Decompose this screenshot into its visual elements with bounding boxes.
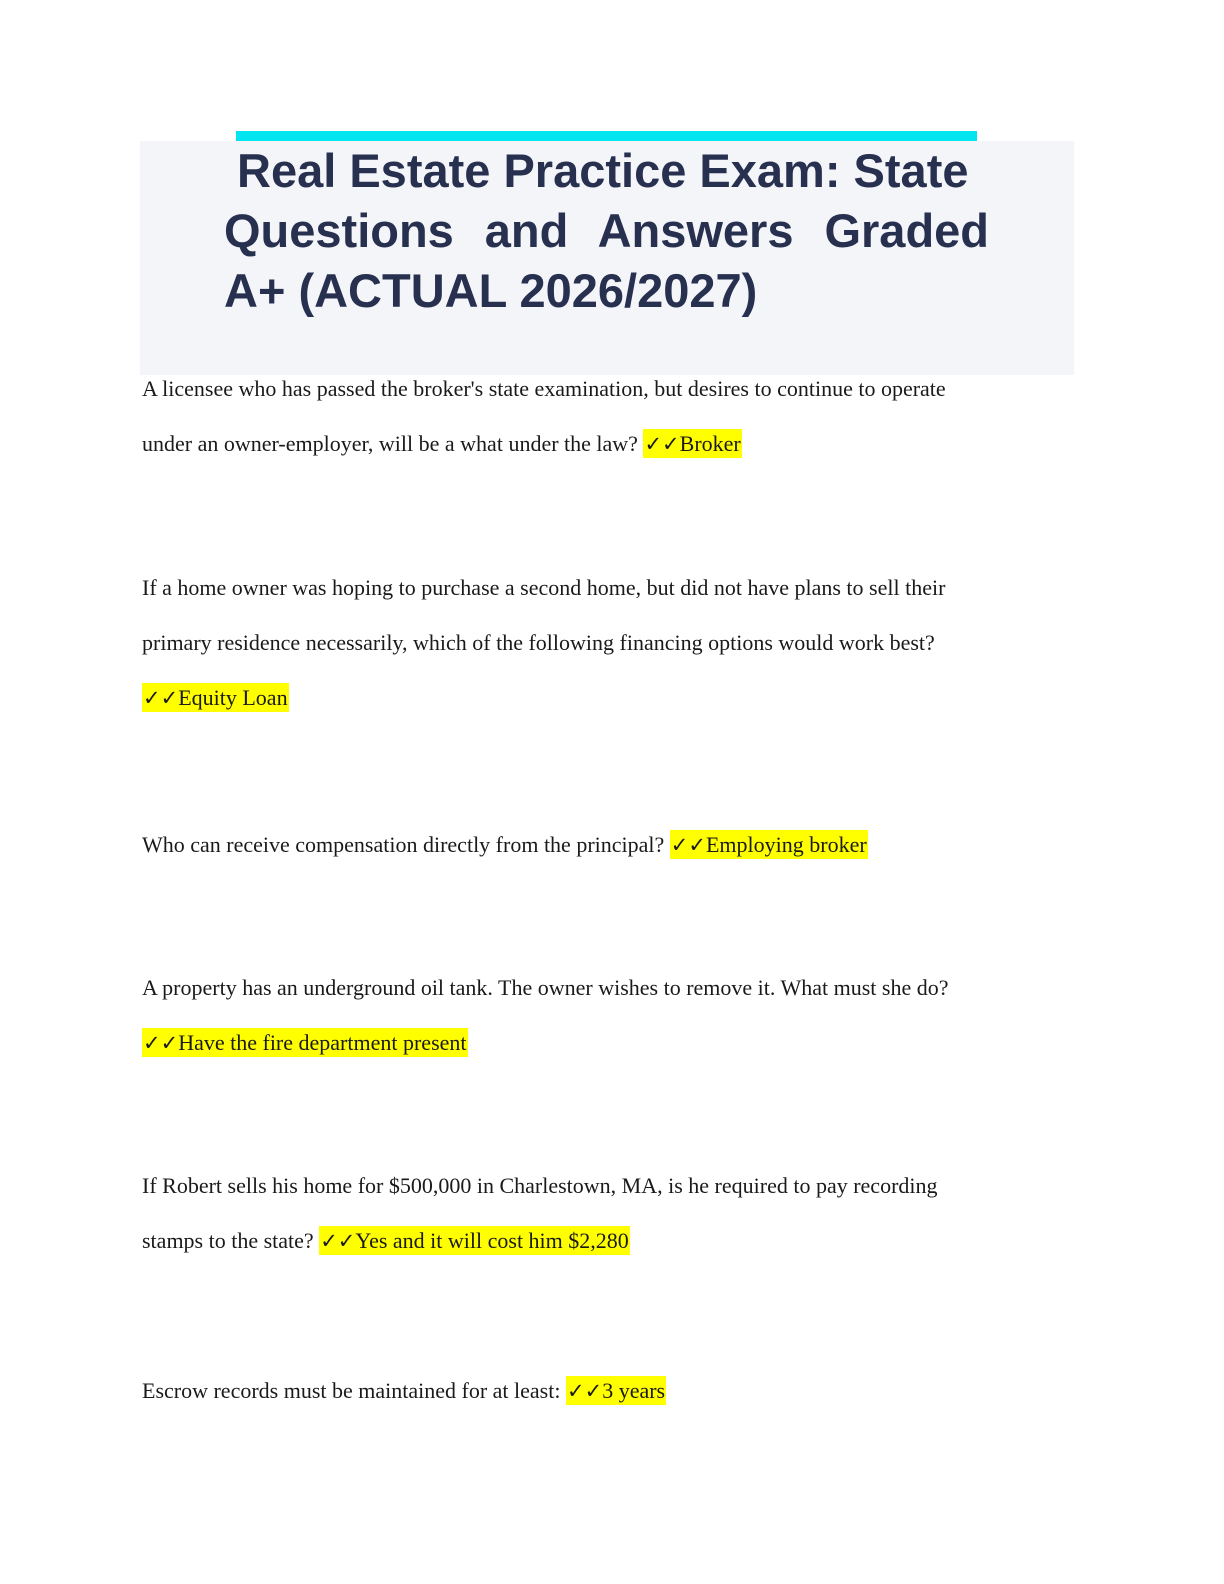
question-answer-line [142,1213,1042,1269]
answer-text: Equity Loan [178,685,288,710]
answer-highlight [643,429,741,458]
qa-item-1 [142,361,1042,472]
question-text: If Robert sells his home for $500,000 in Charlestown, MA, is he required to pay recording [142,1173,938,1198]
question-text: Who can receive compensation directly from the principal? [142,832,670,857]
title-line-3: A+ (ACTUAL 2026/2027) [224,264,758,317]
double-check-icon: ✓✓ [320,1229,356,1253]
double-check-icon: ✓✓ [670,833,706,857]
title-line-2: Questions and Answers Graded [224,204,989,257]
question-text: If a home owner was hoping to purchase a second home, but did not have plans to sell their [142,575,946,600]
answer-line [142,670,1042,726]
answer-highlight [566,1376,666,1405]
question-text: primary residence necessarily, which of the following financing options would work best? [142,630,935,655]
qa-item-6 [142,1363,1042,1419]
answer-highlight [142,1028,468,1057]
title-accent-bar [236,131,977,141]
qa-item-4 [142,960,1042,1071]
qa-item-3 [142,817,1042,873]
question-answer-line [142,416,1042,472]
answer-text: 3 years [602,1378,666,1403]
answer-text: Have the fire department present [178,1030,467,1055]
answer-text: Yes and it will cost him $2,280 [355,1228,629,1253]
question-text: A licensee who has passed the broker's state examination, but desires to continue to operate [142,376,946,401]
question-text: under an owner-employer, will be a what under the law? [142,431,644,456]
double-check-icon: ✓✓ [566,1379,603,1403]
answer-highlight [670,830,868,859]
question-text: stamps to the state? [142,1228,320,1253]
answer-highlight [319,1226,630,1255]
double-check-icon: ✓✓ [143,686,179,710]
answer-line [142,1015,1042,1071]
question-answer-line [142,817,1042,873]
answer-highlight [142,683,289,712]
double-check-icon: ✓✓ [143,1031,179,1055]
document-title [224,141,989,321]
title-line-1: Real Estate Practice Exam: State [237,144,969,197]
question-text: A property has an underground oil tank. The owner wishes to remove it. What must she do? [142,975,949,1000]
answer-text: Broker [679,431,741,456]
question-answer-line [142,1363,1042,1419]
answer-text: Employing broker [705,832,867,857]
double-check-icon: ✓✓ [644,432,680,456]
qa-item-5 [142,1158,1042,1269]
qa-item-2 [142,560,1042,726]
question-text: Escrow records must be maintained for at least: [142,1378,566,1403]
